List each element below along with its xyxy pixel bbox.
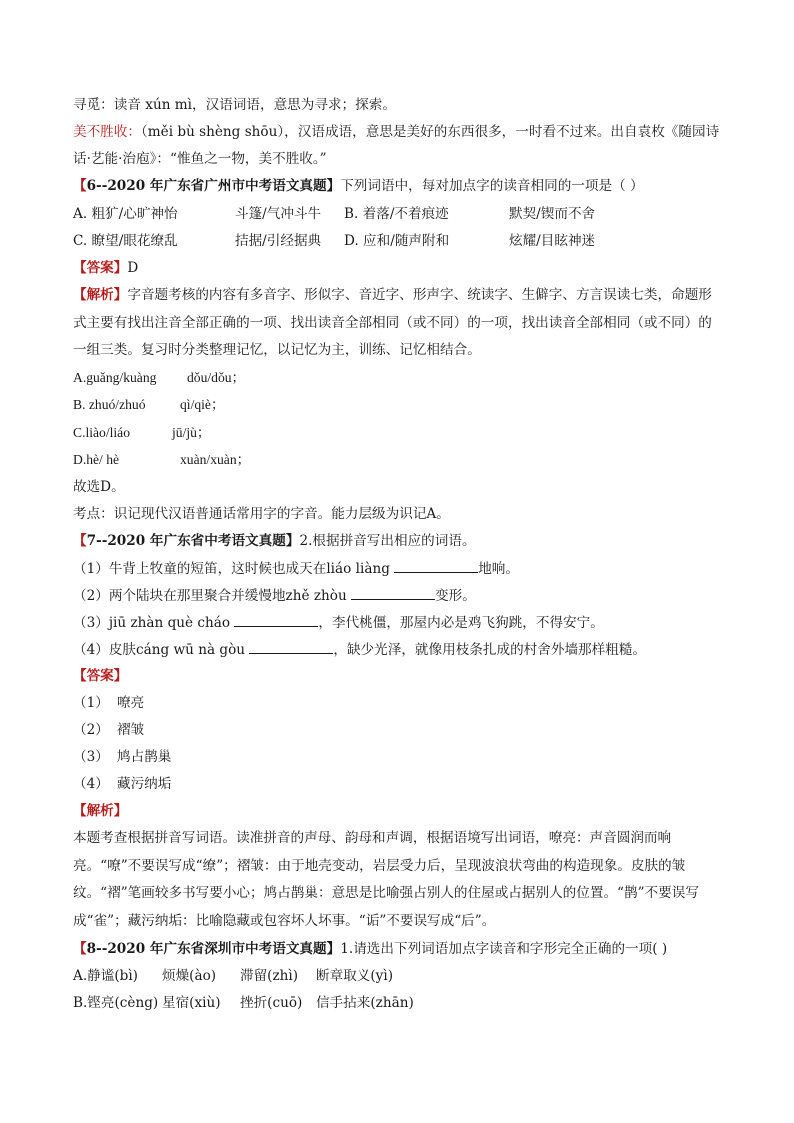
- q7-heading: [73, 532, 476, 550]
- q6-analysis: [73, 282, 723, 365]
- q7-sentence-1: （1）牛背上牧童的短笛，这时候也成天在liáo liàng 地响。: [73, 561, 519, 577]
- q8-option-b-3: 挫折(cuō): [240, 995, 303, 1011]
- q8-stem: 1.请选出下列词语加点字读音和字形完全正确的一项( ): [340, 941, 668, 957]
- q6-option-c: C. 瞭望/眼花缭乱: [73, 233, 178, 249]
- answer-blank[interactable]: [249, 640, 333, 654]
- line-source: 话·艺能·治庖》：“惟鱼之一物，美不胜收。”: [73, 151, 327, 167]
- q8-tag: 【8--2020 年广东省深圳市中考语文真题】: [73, 941, 341, 957]
- q7-answer-4: （4） 藏污纳垢: [73, 776, 172, 792]
- pinyin-a: A.guǎng/kuàng: [73, 370, 157, 385]
- q7-stem: 2.根据拼音写出相应的词语。: [299, 533, 476, 549]
- q7-answer-label: 【答案】: [73, 668, 128, 684]
- q6-option-b-2: 默契/锲而不舍: [509, 206, 596, 222]
- q7-sentence-3: （3）jiū zhàn què cháo ，李代桃僵，那屋内必是鸡飞狗跳，不得安宁。: [73, 615, 604, 631]
- q6-option-b: B. 着落/不着痕迹: [344, 206, 449, 222]
- q6-tag: 【6--2020 年广东省广州市中考语文真题】: [73, 178, 341, 194]
- line-meibushengshou: [73, 123, 719, 141]
- answer-blank[interactable]: [351, 586, 435, 600]
- answer-blank[interactable]: [234, 613, 318, 627]
- q6-point: 考点：识记现代汉语普通话常用字的字音。能力层级为识记A。: [73, 506, 450, 522]
- pinyin-d: D.hè/ hè: [73, 452, 120, 467]
- answer-label: 【答案】: [73, 260, 128, 276]
- line-xunmi: 寻觅：读音 xún mì，汉语词语，意思为寻求；探索。: [73, 97, 396, 113]
- q6-stem: 下列词语中，每对加点字的读音相同的一项是（ ）: [340, 178, 644, 194]
- q7-answer-2: （2） 褶皱: [73, 722, 145, 738]
- q7-answer-3: （3） 鸠占鹊巢: [73, 749, 172, 765]
- q8-option-b: B.铿亮(cèng): [73, 995, 159, 1011]
- q7-sentence-2: （2）两个陆块在那里聚合并缓慢地zhě zhòu 变形。: [73, 588, 476, 604]
- answer-value: D: [127, 260, 139, 276]
- q8-option-a-2: 烦燥(ào): [162, 968, 217, 984]
- q6-answer: [73, 259, 138, 277]
- q8-option-a: A.静谧(bì): [73, 968, 138, 984]
- pinyin-c: C.liào/liáo: [73, 425, 131, 440]
- q6-option-d-2: 炫耀/目眩神迷: [509, 233, 596, 249]
- q6-option-a: A. 粗犷/心旷神怡: [73, 206, 178, 222]
- q6-heading: [73, 177, 644, 195]
- q6-option-c-2: 拮据/引经据典: [235, 233, 322, 249]
- q8-option-a-3: 滞留(zhì): [240, 968, 299, 984]
- pinyin-b-2: qì/qiè；: [180, 397, 225, 412]
- answer-blank[interactable]: [394, 559, 478, 573]
- pinyin-a-2: dǒu/dǒu；: [187, 370, 246, 385]
- pinyin-b: B. zhuó/zhuó: [73, 397, 146, 412]
- q6-choose: 故选D。: [73, 479, 125, 495]
- q8-heading: [73, 940, 667, 958]
- q8-option-a-4: 断章取义(yì): [316, 968, 394, 984]
- analysis-label: 【解析】: [73, 287, 128, 303]
- analysis-text: 字音题考核的内容有多音字、形似字、音近字、形声字、统读字、生僻字、方言误读七类，命题形式主要有找出注音全部正确的一项、找出读音全部相同（或不同）的一项，找出读音全部相同（或不同）的一组三类。复习时分类整理记忆，以记忆为主，训练、记忆相结合。: [73, 287, 712, 358]
- pinyin-c-2: jū/jù；: [172, 425, 211, 440]
- q7-tag: 【7--2020 年广东省中考语文真题】: [73, 533, 300, 549]
- q7-sentence-4: （4）皮肤cáng wū nà gòu ，缺少光泽，就像用枝条扎成的村舍外墙那样粗糙。: [73, 642, 647, 658]
- q6-option-a-2: 斗篷/气冲斗牛: [235, 206, 322, 222]
- q6-option-d: D. 应和/随声附和: [344, 233, 450, 249]
- q8-option-b-4: 信手拈来(zhān): [316, 995, 414, 1011]
- q8-option-b-2: 星宿(xiù): [162, 995, 221, 1011]
- line-meibushengshou-body: （měi bù shèng shōu），汉语成语，意思是美好的东西很多，一时看不过来。出自袁枚《随园诗: [140, 124, 720, 140]
- q7-analysis-label: 【解析】: [73, 803, 128, 819]
- pinyin-d-2: xuàn/xuàn；: [180, 452, 251, 467]
- q7-answer-1: （1） 嘹亮: [73, 695, 145, 711]
- term-meibushengshou: 美不胜收：: [73, 124, 141, 140]
- q7-analysis: 本题考查根据拼音写词语。读准拼音的声母、韵母和声调，根据语境写出词语，嘹亮：声音圆润而响亮。“嘹”不要误写成“缭”；褶皱：由于地壳变动，岩层受力后，呈现波浪状弯曲的构造现象。皮肤的皱纹。“褶”笔画较多书写要小心；鸠占鹊巢：意思是比喻强占别人的住屋或占据别人的位置。“鹊”不要误写成“雀”；藏污纳垢：比喻隐藏或包容坏人坏事。“诟”不要误写成“后”。: [73, 830, 699, 929]
